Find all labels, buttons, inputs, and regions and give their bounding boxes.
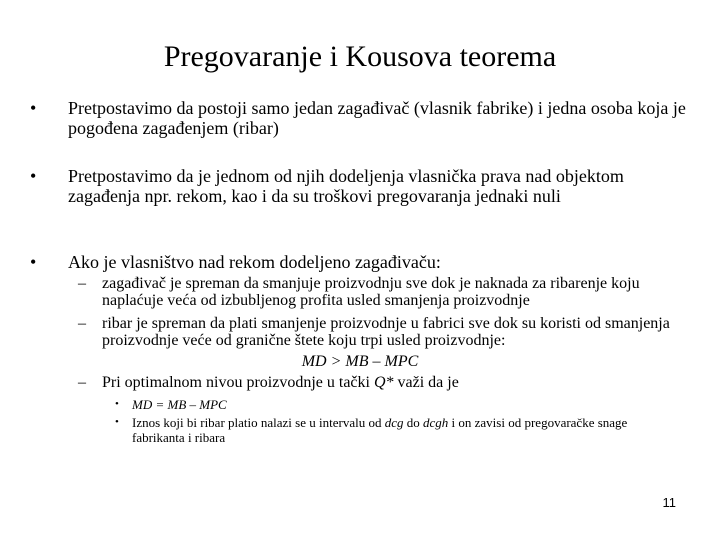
sub-item [78, 374, 678, 391]
formula-equality: MD = MB – MPC [132, 397, 227, 412]
sub-sub-item-text [132, 415, 655, 445]
dash-icon: – [78, 275, 86, 292]
bullet-item [30, 166, 690, 206]
sub-item [78, 315, 678, 349]
bullet-text: Pretpostavimo da je jednom od njih dodeljenja vlasnička prava nad objektom zagađenja npr. rekom, kao i da su troškovi pregovaranja jednaki nuli [68, 166, 624, 206]
formula-line: MD > MB – MPC [301, 353, 419, 370]
bullet-text: Ako je vlasništvo nad rekom dodeljeno zagađivaču: [68, 252, 441, 272]
bullet-icon: • [115, 398, 119, 410]
page-number: 11 [662, 495, 676, 510]
bullet-icon: • [30, 98, 37, 118]
sub-item-text: ribar je spreman da plati smanjenje proizvodnje u fabrici sve dok su koristi od smanjenja proizvodnje veće od granične štete koju trpi usled proizvodnje: [102, 315, 670, 349]
bullet-text: Pretpostavimo da postoji samo jedan zagađivač (vlasnik fabrike) i jedna osoba koja je pogođena zagađenjem (ribar) [68, 98, 686, 138]
text-part: i on zavisi od pregovaračke snage fabrikanta i ribara [132, 415, 628, 445]
term-dcgh: dcgh [423, 415, 449, 430]
term-dcg: dcg [384, 415, 404, 430]
dash-icon: – [78, 315, 86, 332]
sub-item-text: zagađivač je spreman da smanjuje proizvodnju sve dok je naknada za ribarenje koju naplaćuje veća od izbubljenog profita usled smanjenja proizvodnje [102, 275, 640, 309]
sub-sub-item [115, 397, 655, 412]
slide-title: Pregovaranje i Kousova teorema [163, 40, 557, 73]
sub-item [78, 275, 678, 309]
bullet-icon: • [115, 416, 119, 428]
bullet-icon: • [30, 252, 37, 272]
bullet-item [30, 252, 690, 272]
sub-sub-item-text [132, 397, 655, 412]
q-star-term: Q* [373, 374, 394, 391]
sub-item-text [102, 374, 678, 391]
dash-icon: – [78, 374, 86, 391]
sub-item-text-part: važi da je [393, 374, 459, 391]
text-part: do [403, 415, 423, 430]
sub-sub-item [115, 415, 655, 445]
text-part: Iznos koji bi ribar platio nalazi se u intervalu od [132, 415, 385, 430]
sub-item-text-part: Pri optimalnom nivou proizvodnje u tački [102, 374, 374, 391]
bullet-icon: • [30, 166, 37, 186]
bullet-item [30, 98, 690, 138]
